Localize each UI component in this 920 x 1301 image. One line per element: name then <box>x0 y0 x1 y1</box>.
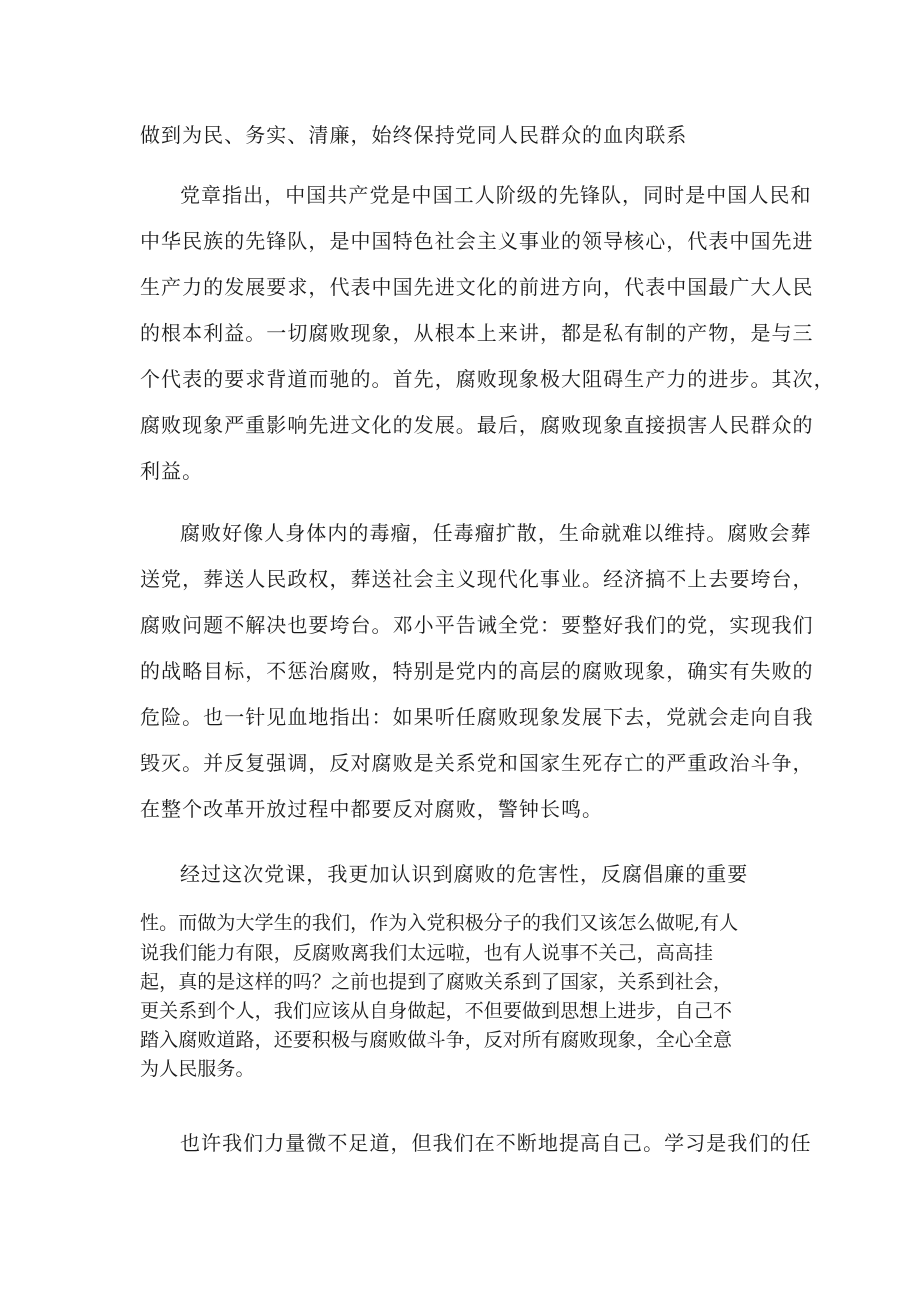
text-line: 党章指出，中国共产党是中国工人阶级的先锋队，同时是中国人民和 <box>180 183 812 207</box>
text-line: 说我们能力有限，反腐败离我们太远啦，也有人说事不关己，高高挂 <box>140 942 714 964</box>
text-line: 在整个改革开放过程中都要反对腐败，警钟长鸣。 <box>140 797 604 821</box>
text-line: 危险。也一针见血地指出：如果听任腐败现象发展下去，党就会走向自我 <box>140 705 814 729</box>
text-line: 腐败好像人身体内的毒瘤，任毒瘤扩散，生命就难以维持。腐败会葬 <box>180 521 812 545</box>
text-line: 也许我们力量微不足道，但我们在不断地提高自己。学习是我们的任 <box>180 1131 812 1155</box>
text-line: 的根本利益。一切腐败现象，从根本上来讲，都是私有制的产物，是与三 <box>140 321 814 345</box>
text-line: 踏入腐败道路，还要积极与腐败做斗争，反对所有腐败现象，全心全意 <box>140 1029 733 1051</box>
text-line: 毁灭。并反复强调，反对腐败是关系党和国家生死存亡的严重政治斗争， <box>140 751 814 775</box>
text-line: 起，真的是这样的吗？之前也提到了腐败关系到了国家，关系到社会， <box>140 971 733 993</box>
text-line: 送党，葬送人民政权，葬送社会主义现代化事业。经济搞不上去要垮台， <box>140 567 814 591</box>
text-line: 个代表的要求背道而驰的。首先，腐败现象极大阻碍生产力的进步。其次， <box>140 367 835 391</box>
text-line: 经过这次党课，我更加认识到腐败的危害性，反腐倡廉的重要 <box>180 862 749 886</box>
text-line: 的战略目标，不惩治腐败，特别是党内的高层的腐败现象，确实有失败的 <box>140 659 814 683</box>
text-line: 做到为民、务实、清廉，始终保持党同人民群众的血肉联系 <box>140 123 688 147</box>
text-line: 性。而做为大学生的我们，作为入党积极分子的我们又该怎么做呢,有人 <box>140 912 739 934</box>
text-line: 腐败问题不解决也要垮台。邓小平告诫全党：要整好我们的党，实现我们 <box>140 613 814 637</box>
text-line: 中华民族的先锋队，是中国特色社会主义事业的领导核心，代表中国先进 <box>140 229 814 253</box>
text-line: 腐败现象严重影响先进文化的发展。最后，腐败现象直接损害人民群众的 <box>140 413 814 437</box>
text-line: 更关系到个人，我们应该从自身做起，不但要做到思想上进步，自己不 <box>140 1000 733 1022</box>
text-line: 为人民服务。 <box>140 1058 255 1080</box>
text-line: 生产力的发展要求，代表中国先进文化的前进方向，代表中国最广大人民 <box>140 275 814 299</box>
text-line: 利益。 <box>140 459 204 483</box>
